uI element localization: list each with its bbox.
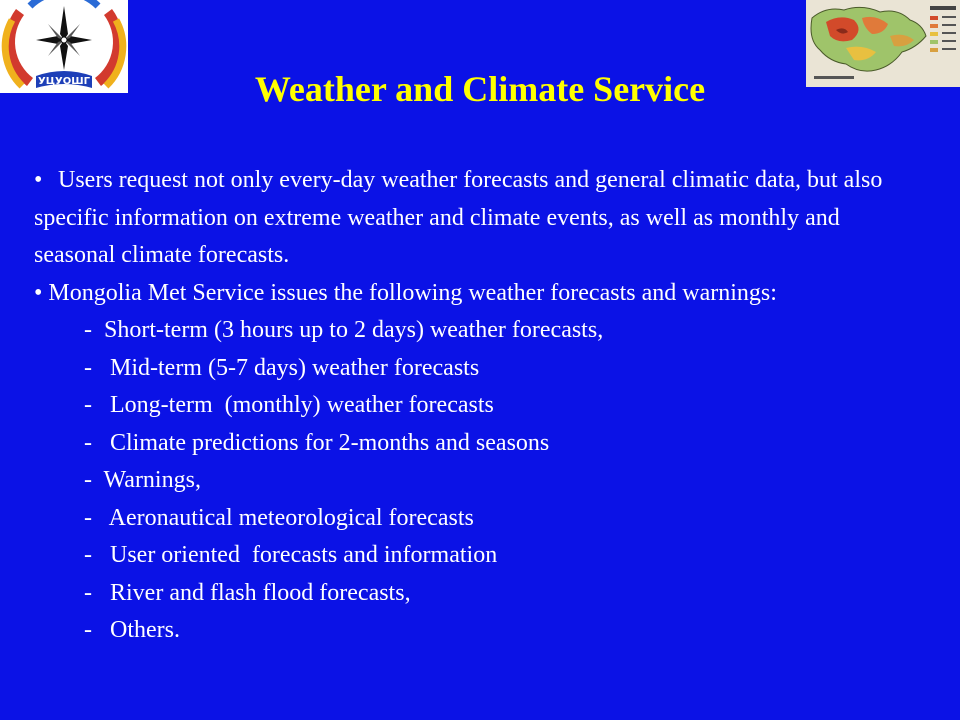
- logo-label: УЦУОШГ: [38, 76, 90, 87]
- forecast-list-item: - Long-term (monthly) weather forecasts: [84, 392, 494, 418]
- forecast-list-item: - Aeronautical meteorological forecasts: [84, 504, 474, 531]
- forecast-list-item: - Warnings,: [84, 467, 201, 493]
- forecast-list-item: - User oriented forecasts and information: [84, 542, 498, 568]
- bullet-paragraph: [34, 162, 914, 275]
- bullet-text: Mongolia Met Service issues the following weather forecasts and warnings:: [48, 279, 777, 306]
- forecast-list-item: - Others.: [84, 617, 180, 643]
- forecast-list-item: - River and flash flood forecasts,: [84, 579, 411, 606]
- bullet-text: Users request not only every-day weather forecasts and general climatic data, but also specific information on extreme weather and climate events, as well as monthly and seasonal climate forecasts.: [34, 167, 883, 268]
- forecast-list-item: - Climate predictions for 2-months and seasons: [84, 429, 550, 456]
- forecast-list-item: - Short-term (3 hours up to 2 days) weather forecasts,: [84, 317, 604, 343]
- slide-body: [34, 162, 914, 650]
- bullet-marker: •: [34, 167, 43, 193]
- bullet-paragraph: [34, 275, 914, 313]
- slide-title: Weather and Climate Service: [254, 69, 706, 109]
- forecast-list-item: - Mid-term (5-7 days) weather forecasts: [84, 354, 480, 381]
- bullet-marker: •: [34, 279, 43, 306]
